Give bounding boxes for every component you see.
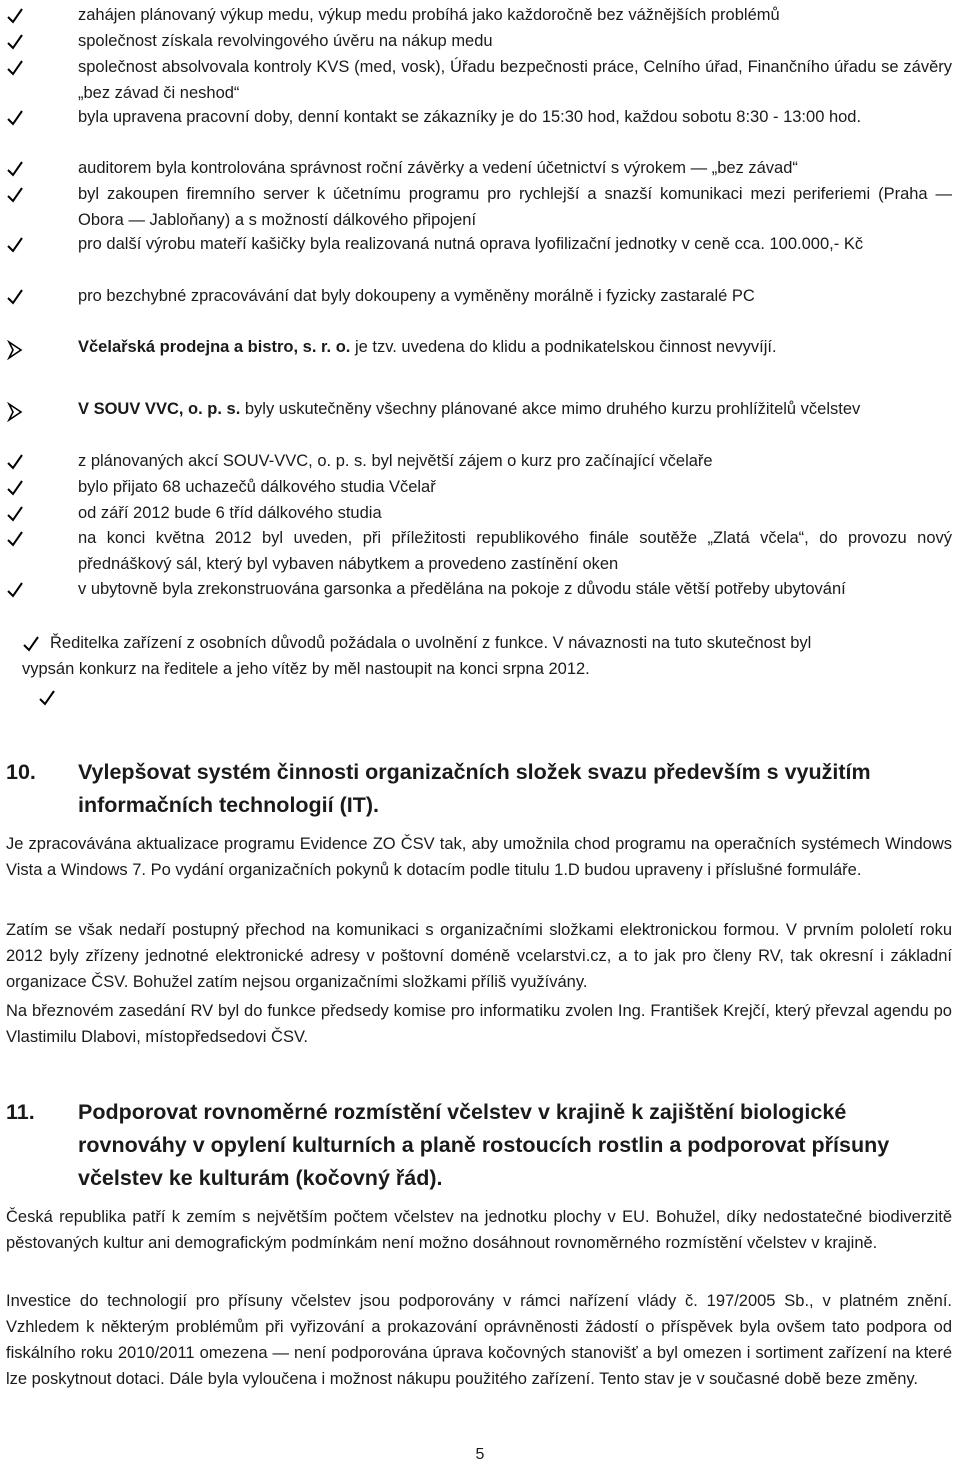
list-item-text: byla upravena pracovní doby, denní kontakt se zákazníky je do 15:30 hod, každou sobotu 8:30 - 13:00 hod. — [78, 108, 862, 126]
paragraph: Zatím se však nedaří postupný přechod na komunikaci s organizačními složkami elektronickou formou. V prvním pololetí roku 2012 byly zřízeny jednotné elektronické adresy v poštovní doméně vcelarstvi.cz, a to jak pro členy RV, tak okresní i základní organizace ČSV. Bohužel zatím nejsou organizačními složkami příliš využívány. — [6, 921, 952, 991]
checkmark-icon — [38, 688, 56, 708]
paragraph: Investice do technologií pro přísuny včelstev jsou podporovány v rámci nařízení vlády č. 197/2005 Sb., v platném znění. Vzhledem k některým problémům při vyřizování a prokazování oprávněnosti žádostí o příspěvek byla ovšem tato podpora od fiskálního roku 2010/2011 omezena — není podporována úprava kočovných stanovišť a byl omezen i sortiment zařízení na které lze poskytnout dotaci. Dále byla vyloučena i možnost nákupu použitého zařízení. Tento stav je v současné době beze změny. — [6, 1292, 952, 1388]
checkmark-icon — [6, 580, 24, 600]
list-item-text: na konci května 2012 byl uveden, při příležitosti republikového finále soutěže „Zlatá včela“, do provozu nový přednáškový sál, který byl vybaven nábytkem a provedeno zastínění oken — [78, 529, 952, 573]
list-item-text: společnost absolvovala kontroly KVS (med, vosk), Úřadu bezpečnosti práce, Celního úřad, Finančního úřadu se závěry „bez závad či neshod“ — [78, 58, 952, 102]
section-number: 10. — [6, 760, 36, 784]
checkmark-icon — [6, 478, 24, 498]
company-name: Včelařská prodejna a bistro, s. r. o. — [78, 338, 351, 356]
arrow-item-text — [78, 334, 952, 360]
director-text-line-2: vypsán konkurz na ředitele a jeho vítěz by měl nastoupit na konci srpna 2012. — [22, 660, 590, 678]
list-item-text: zahájen plánovaný výkup medu, výkup medu probíhá jako každoročně bez vážnějších problémů — [78, 6, 780, 24]
checkmark-icon — [6, 287, 24, 307]
list-item-text: bylo přijato 68 uchazečů dálkového studia Včelař — [78, 478, 436, 496]
director-text-line-1: Ředitelka zařízení z osobních důvodů požádala o uvolnění z funkce. V návaznosti na tuto skutečnost byl — [50, 634, 812, 652]
list-item-text: pro bezchybné zpracovávání dat byly dokoupeny a vyměněny morálně i fyzicky zastaralé PC — [78, 287, 755, 305]
checkmark-icon — [6, 235, 24, 255]
list-item-text: auditorem byla kontrolována správnost roční závěrky a vedení účetnictví s výrokem — „bez závad“ — [78, 159, 798, 177]
list-item-text: pro další výrobu mateří kašičky byla realizovaná nutná oprava lyofilizační jednotky v ceně cca. 100.000,- Kč — [78, 235, 864, 253]
paragraph: Je zpracovávána aktualizace programu Evidence ZO ČSV tak, aby umožnila chod programu na operačních systémech Windows Vista a Windows 7. Po vydání organizačních pokynů k dotacím podle titulu 1.D budou upraveny i příslušné formuláře. — [6, 835, 952, 879]
list-item-text: z plánovaných akcí SOUV-VVC, o. p. s. byl největší zájem o kurz pro začínající včelaře — [78, 452, 713, 470]
checkmark-icon — [6, 504, 24, 524]
checkmark-icon — [6, 6, 24, 26]
checkmark-icon — [6, 452, 24, 472]
page-number: 5 — [475, 1446, 485, 1463]
paragraph: Česká republika patří k zemím s největším počtem včelstev na jednotku plochy v EU. Bohužel, díky nedostatečné biodiverzitě pěstovaných kultur ani demografickým podmínkám není možno dosáhnout rovnoměrného rozmístění včelstev v krajině. — [6, 1208, 952, 1252]
company-note: je tzv. uvedena do klidu a podnikatelskou činnost nevyvíjí. — [350, 338, 777, 356]
paragraph: Na březnovém zasedání RV byl do funkce předsedy komise pro informatiku zvolen Ing. František Krejčí, který převzal agendu po Vlastimilu Dlabovi, místopředsedovi ČSV. — [6, 1002, 952, 1046]
checkmark-icon — [6, 58, 24, 78]
arrow-item-text — [78, 396, 952, 422]
section-title: Vylepšovat systém činnosti organizačních složek svazu především s využitím informačních technologií (IT). — [78, 760, 871, 817]
list-item-text: od září 2012 bude 6 tříd dálkového studia — [78, 504, 382, 522]
checkmark-icon — [6, 529, 24, 549]
arrow-bullet-icon — [6, 340, 24, 360]
checkmark-icon — [6, 32, 24, 52]
company-name: V SOUV VVC, o. p. s. — [78, 400, 241, 418]
list-item-text: byl zakoupen firemního server k účetnímu programu pro rychlejší a snazší komunikaci mezi periferiemi (Praha — Obora — Jabloňany) a s možností dálkového připojení — [78, 185, 952, 229]
checkmark-icon — [6, 159, 24, 179]
list-item-text: společnost získala revolvingového úvěru na nákup medu — [78, 32, 493, 50]
checkmark-icon — [6, 185, 24, 205]
section-number: 11. — [6, 1100, 35, 1124]
checkmark-icon — [22, 634, 40, 654]
company-note: byly uskutečněny všechny plánované akce mimo druhého kurzu prohlížitelů včelstev — [240, 400, 861, 418]
arrow-bullet-icon — [6, 402, 24, 422]
section-title: Podporovat rovnoměrné rozmístění včelstev v krajině k zajištění biologické rovnováhy v opylení kulturních a planě rostoucích rostlin a podporovat přísuny včelstev ke kulturám (kočovný řád). — [78, 1100, 890, 1190]
list-item-text: v ubytovně byla zrekonstruována garsonka a předělána na pokoje z důvodu stále větší potřeby ubytování — [78, 580, 846, 598]
checkmark-icon — [6, 108, 24, 128]
